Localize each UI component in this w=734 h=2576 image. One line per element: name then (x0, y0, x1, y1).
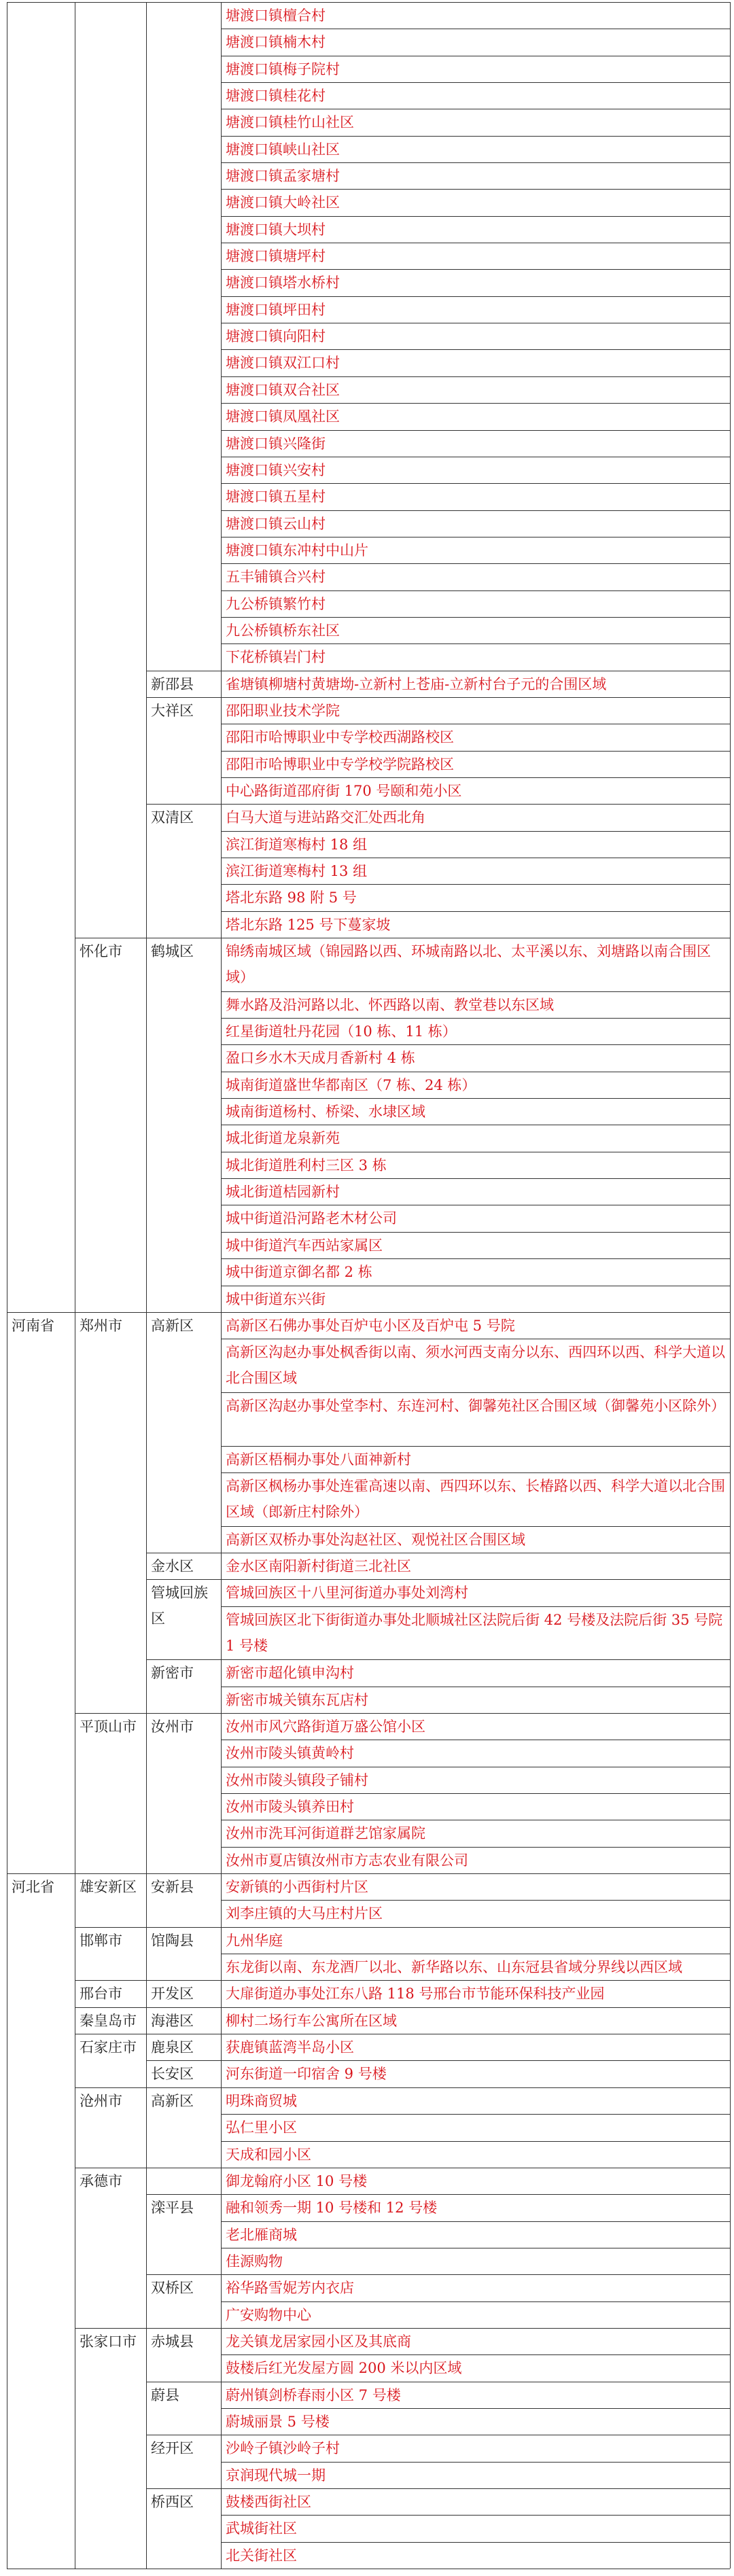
row-divider (221, 483, 730, 484)
county-cell: 金水区 (151, 1557, 194, 1574)
area-item: 高新区沟赵办事处枫香街以南、须水河西支南分以东、西四环以西、科学大道以北合围区域 (226, 1344, 725, 1387)
row-divider (221, 777, 730, 778)
city-cell: 邢台市 (80, 1986, 122, 2002)
county-cell: 双桥区 (151, 2280, 194, 2297)
area-item: 汝州市陵头镇养田村 (226, 1799, 354, 1816)
area-item: 高新区枫杨办事处连霍高速以南、西四环以东、长椿路以西、科学大道以北合围区域（郎新庄村除外） (226, 1477, 725, 1520)
row-divider (221, 2462, 730, 2463)
area-item: 塔北东路 125 号下蔓家坡 (226, 916, 391, 933)
area-item: 塘渡口镇向阳村 (226, 328, 326, 345)
city-cell: 怀化市 (80, 943, 122, 960)
county-cell: 鹤城区 (151, 943, 194, 960)
county-cell: 鹿泉区 (151, 2039, 194, 2056)
row-divider (221, 751, 730, 752)
area-item: 获鹿镇蓝湾半岛小区 (226, 2039, 354, 2056)
area-item: 塘渡口镇兴隆街 (226, 435, 326, 452)
area-item: 滨江街道寒梅村 18 组 (226, 836, 368, 853)
row-divider (221, 1044, 730, 1045)
area-item: 鼓楼西街社区 (226, 2493, 311, 2510)
city-cell: 邯郸市 (80, 1932, 122, 1949)
county-cell: 新密市 (151, 1665, 194, 1682)
area-item: 汝州市陵头镇段子铺村 (226, 1771, 368, 1788)
area-item: 城中街道汽车西站家属区 (226, 1237, 383, 1254)
area-item: 安新镇的小西街村片区 (226, 1879, 368, 1896)
city-cell: 平顶山市 (80, 1718, 137, 1735)
row-divider (221, 617, 730, 618)
row-divider (221, 2114, 730, 2115)
county-cell: 汝州市 (151, 1718, 194, 1735)
area-item: 九州华庭 (226, 1932, 283, 1949)
county-cell: 新邵县 (151, 675, 194, 692)
row-divider (221, 136, 730, 137)
area-item: 塘渡口镇五星村 (226, 489, 326, 506)
row-divider (221, 1793, 730, 1794)
area-item: 新密市城关镇东瓦店村 (226, 1691, 368, 1708)
area-item: 高新区梧桐办事处八面神新村 (226, 1451, 411, 1468)
area-item: 城中街道沿河路老木材公司 (226, 1210, 397, 1227)
area-item: 邵阳职业技术学院 (226, 702, 340, 719)
row-divider (221, 510, 730, 511)
row-divider (221, 2141, 730, 2142)
area-item: 塘渡口镇塘坪村 (226, 248, 326, 265)
row-divider (221, 884, 730, 885)
area-item: 广安购物中心 (226, 2306, 311, 2323)
area-item: 城北街道胜利村三区 3 栋 (226, 1157, 387, 1174)
area-item: 河东街道一印宿舍 9 号楼 (226, 2066, 387, 2083)
area-item: 九公桥镇桥东社区 (226, 622, 340, 639)
area-item: 鼓楼后红光发屋方圆 200 米以内区域 (226, 2360, 462, 2377)
row-divider (221, 991, 730, 992)
city-cell: 郑州市 (80, 1317, 122, 1334)
county-cell: 蔚县 (151, 2386, 179, 2403)
area-item: 塘渡口镇东冲村中山片 (226, 542, 368, 559)
area-item: 明珠商贸城 (226, 2092, 297, 2109)
area-item: 塘渡口镇檀合村 (226, 7, 326, 24)
row-divider (221, 1098, 730, 1099)
area-item: 刘李庄镇的大马庄村片区 (226, 1905, 383, 1922)
area-item: 塘渡口镇大岭社区 (226, 194, 340, 211)
row-divider (221, 82, 730, 83)
area-item: 柳村二场行车公寓所在区域 (226, 2012, 397, 2029)
row-divider (221, 1606, 730, 1607)
city-cell: 秦皇岛市 (80, 2012, 137, 2029)
county-cell: 管城回族区 (151, 1585, 208, 1627)
county-cell: 经开区 (151, 2440, 194, 2457)
area-item: 高新区双桥办事处沟赵社区、观悦社区合围区域 (226, 1531, 525, 1548)
county-cell: 大祥区 (151, 702, 194, 719)
area-item: 北关街社区 (226, 2547, 297, 2564)
area-item: 汝州市陵头镇黄岭村 (226, 1745, 354, 1762)
city-cell: 沧州市 (80, 2092, 122, 2109)
row-divider (221, 430, 730, 431)
area-item: 塘渡口镇桂竹山社区 (226, 114, 354, 131)
area-item: 九公桥镇繁竹村 (226, 595, 326, 612)
city-cell: 张家口市 (80, 2333, 137, 2350)
area-item: 城中街道东兴街 (226, 1290, 326, 1307)
area-item: 盈口乡水木天成月香新村 4 栋 (226, 1050, 415, 1067)
area-item: 老北雁商城 (226, 2226, 297, 2243)
county-cell: 馆陶县 (151, 1932, 194, 1949)
row-divider (221, 1258, 730, 1259)
county-cell: 安新县 (151, 1879, 194, 1896)
area-item: 裕华路雪妮芳内衣店 (226, 2280, 354, 2297)
area-item: 舞水路及沿河路以北、怀西路以南、教堂巷以东区域 (226, 996, 554, 1013)
area-item: 弘仁里小区 (226, 2119, 297, 2136)
area-item: 滨江街道寒梅村 13 组 (226, 863, 368, 879)
county-cell: 高新区 (151, 1317, 194, 1334)
area-item: 天成和园小区 (226, 2146, 311, 2163)
county-cell: 长安区 (151, 2066, 194, 2083)
row-divider (221, 269, 730, 270)
area-item: 塘渡口镇孟家塘村 (226, 168, 340, 185)
area-item: 白马大道与进站路交汇处西北角 (226, 809, 425, 826)
county-cell: 双清区 (151, 809, 194, 826)
row-divider (7, 2, 730, 3)
row-divider (221, 2515, 730, 2516)
county-cell: 桥西区 (151, 2493, 194, 2510)
area-item: 塘渡口镇桂花村 (226, 88, 326, 105)
area-item: 塔北东路 98 附 5 号 (226, 889, 357, 906)
column-divider (221, 2, 222, 2569)
area-item: 新密市超化镇申沟村 (226, 1665, 354, 1682)
area-item: 塘渡口镇云山村 (226, 515, 326, 532)
document-table (7, 0, 730, 2576)
area-item: 塘渡口镇双合社区 (226, 381, 340, 398)
area-item: 汝州市风穴路街道万盛公馆小区 (226, 1718, 425, 1735)
row-divider (221, 403, 730, 404)
province-cell: 河南省 (12, 1317, 54, 1334)
row-divider (221, 349, 730, 350)
row-divider (221, 1526, 730, 1527)
area-item: 汝州市夏店镇汝州市方志农业有限公司 (226, 1852, 468, 1869)
row-divider (221, 911, 730, 912)
area-item: 塘渡口镇双江口村 (226, 355, 340, 372)
row-divider (221, 1392, 730, 1393)
area-item: 塘渡口镇大坝村 (226, 221, 326, 238)
area-item: 塘渡口镇兴安村 (226, 461, 326, 478)
area-item: 塘渡口镇塔水桥村 (226, 275, 340, 292)
county-cell: 海港区 (151, 2012, 194, 2029)
row-divider (221, 189, 730, 190)
row-divider (221, 296, 730, 297)
area-item: 红星街道牡丹花园（10 栋、11 栋） (226, 1023, 457, 1040)
city-cell: 承德市 (80, 2172, 122, 2189)
area-item: 管城回族区十八里河街道办事处刘湾村 (226, 1585, 468, 1602)
row-divider (221, 2354, 730, 2355)
area-item: 雀塘镇柳塘村黄塘坳-立新村上苍庙-立新村台子元的合围区域 (226, 675, 607, 692)
area-item: 塘渡口镇凤凰社区 (226, 408, 340, 425)
area-item: 城南街道杨村、桥梁、水埭区域 (226, 1104, 425, 1121)
area-item: 塘渡口镇峡山社区 (226, 141, 340, 158)
area-item: 管城回族区北下街街道办事处北顺城社区法院后街 42 号楼及法院后街 35 号院 1 号楼 (226, 1611, 723, 1654)
area-item: 蔚州镇剑桥春雨小区 7 号楼 (226, 2386, 401, 2403)
area-item: 蔚城丽景 5 号楼 (226, 2413, 330, 2430)
row-divider (221, 216, 730, 217)
area-item: 沙岭子镇沙岭子村 (226, 2440, 340, 2457)
area-item: 城北街道龙泉新苑 (226, 1130, 340, 1147)
row-divider (221, 1232, 730, 1233)
row-divider (221, 1018, 730, 1019)
area-item: 高新区石佛办事处百炉屯小区及百炉屯 5 号院 (226, 1317, 515, 1334)
row-divider (221, 831, 730, 832)
area-item: 塘渡口镇坪田村 (226, 301, 326, 318)
area-item: 邵阳市哈博职业中专学校学院路校区 (226, 756, 454, 773)
row-divider (221, 590, 730, 591)
county-cell: 赤城县 (151, 2333, 194, 2350)
row-divider (221, 1446, 730, 1447)
area-item: 龙关镇龙居家园小区及其底商 (226, 2333, 411, 2350)
row-divider (221, 1178, 730, 1179)
column-divider (146, 2, 147, 2569)
row-divider (221, 2301, 730, 2302)
area-item: 高新区沟赵办事处堂李村、东连河村、御馨苑社区合围区域（御馨苑小区除外） (226, 1397, 725, 1414)
area-item: 下花桥镇岩门村 (226, 649, 326, 666)
area-item: 塘渡口镇楠木村 (226, 34, 326, 51)
row-divider (221, 2542, 730, 2543)
area-item: 塘渡口镇梅子院村 (226, 60, 340, 77)
row-divider (221, 2221, 730, 2222)
county-cell: 滦平县 (151, 2200, 194, 2217)
area-item: 城北街道桔园新村 (226, 1184, 340, 1201)
row-divider (221, 563, 730, 564)
row-divider (221, 2408, 730, 2409)
row-divider (221, 376, 730, 377)
area-item: 城中街道京御名都 2 栋 (226, 1264, 372, 1281)
area-item: 邵阳市哈博职业中专学校西湖路校区 (226, 729, 454, 746)
area-item: 御龙翰府小区 10 号楼 (226, 2172, 368, 2189)
county-cell: 高新区 (151, 2092, 194, 2109)
row-divider (221, 1847, 730, 1848)
city-cell: 石家庄市 (80, 2039, 137, 2056)
area-item: 佳源购物 (226, 2253, 283, 2270)
area-item: 汝州市洗耳河街道群艺馆家属院 (226, 1825, 425, 1842)
area-item: 东龙街以南、东龙酒厂以北、新华路以东、山东冠县省域分界线以西区域 (226, 1959, 682, 1976)
column-divider (730, 2, 731, 2569)
row-divider (221, 1900, 730, 1901)
area-item: 金水区南阳新村街道三北社区 (226, 1557, 411, 1574)
row-divider (221, 643, 730, 644)
row-divider (221, 1472, 730, 1473)
area-item: 武城街社区 (226, 2520, 297, 2537)
area-item: 城南街道盛世华都南区（7 栋、24 栋） (226, 1076, 476, 1093)
area-item: 京润现代城一期 (226, 2467, 326, 2484)
county-cell: 开发区 (151, 1986, 194, 2002)
area-item: 锦绣南城区域（锦园路以西、环城南路以北、太平溪以东、刘塘路以南合围区域） (226, 943, 711, 986)
area-item: 中心路街道邵府街 170 号颐和苑小区 (226, 782, 462, 799)
area-item: 大扉街道办事处江东八路 118 号邢台市节能环保科技产业园 (226, 1986, 605, 2002)
row-divider (221, 162, 730, 163)
area-item: 五丰铺镇合兴村 (226, 569, 326, 586)
province-cell: 河北省 (12, 1879, 54, 1896)
city-cell: 雄安新区 (80, 1879, 137, 1896)
area-item: 融和领秀一期 10 号楼和 12 号楼 (226, 2200, 438, 2217)
